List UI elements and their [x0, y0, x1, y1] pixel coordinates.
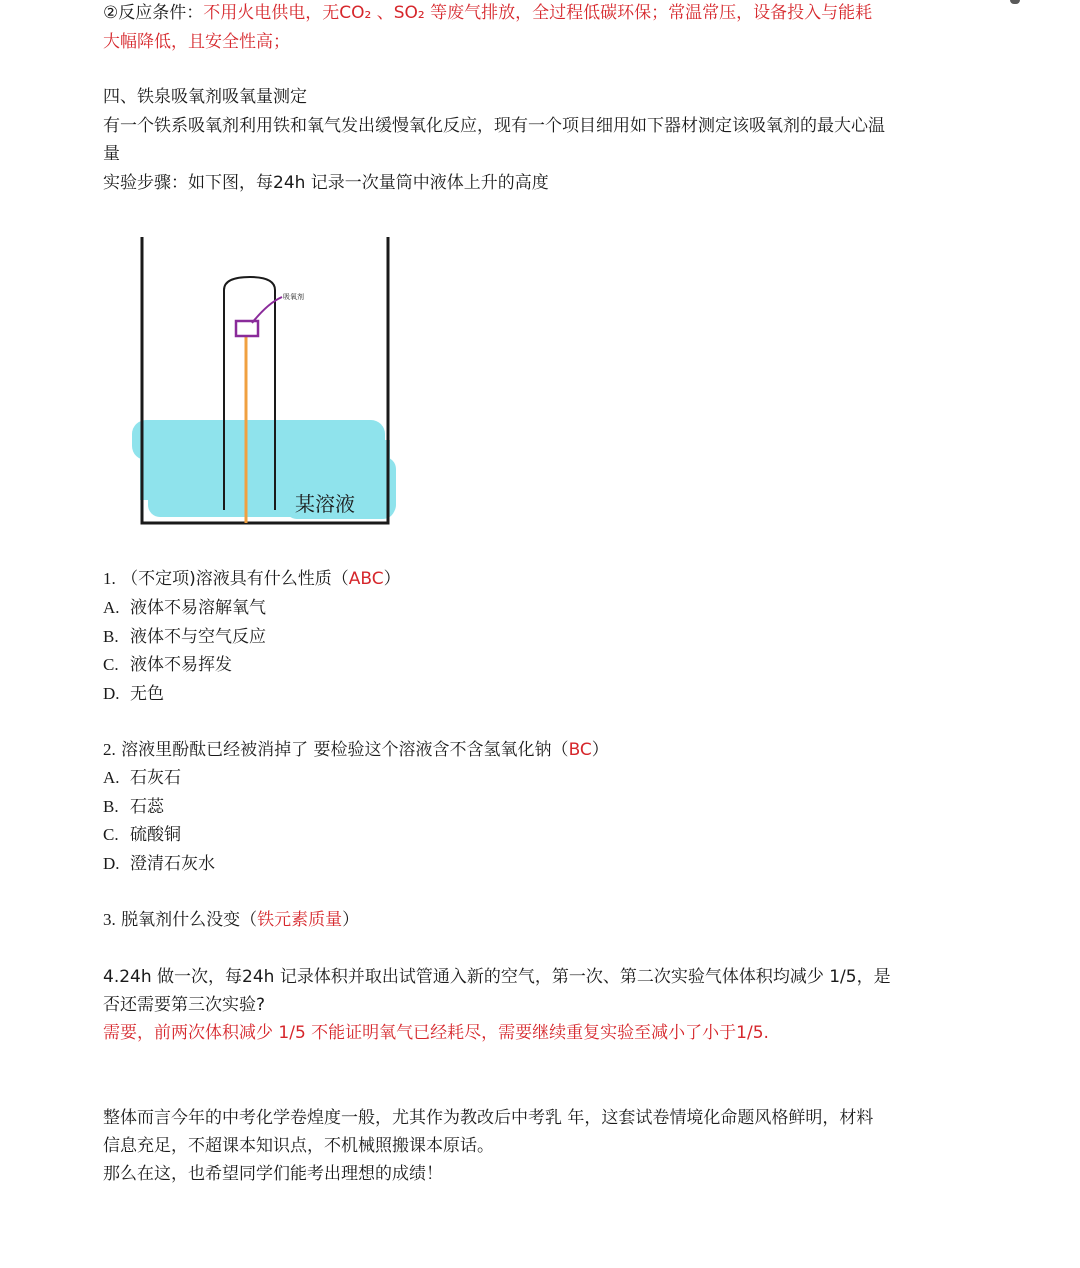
q3-answer: 铁元素质量	[257, 910, 343, 930]
solution-label: 某溶液	[295, 492, 355, 516]
page-corner-mark	[1010, 0, 1020, 4]
q3-number: 3.	[103, 910, 116, 929]
q4-line-1: 4.24h 做一次，每24h 记录体积并取出试管通入新的空气，第一次、第二次实验气体体积均减少 1/5，是	[103, 967, 891, 987]
q4-answer: 需要，前两次体积减少 1/5 不能证明氧气已经耗尽，需要继续重复实验至减小了小于1/5.	[103, 1023, 769, 1043]
q2-stem: 溶液里酚酞已经被消掉了 要检验这个溶液含不含氢氧化钠（	[121, 740, 569, 760]
q1-option: D. 无色	[103, 684, 164, 704]
reaction-answer-2: 大幅降低，且安全性高；	[103, 32, 290, 52]
q2-close: ）	[591, 740, 609, 760]
q2-number: 2.	[103, 740, 116, 759]
q1-stem: （不定项)溶液具有什么性质（	[121, 569, 349, 589]
agent-pointer	[252, 297, 282, 323]
question-1	[103, 567, 401, 591]
q3-stem: 脱氧剂什么没变（	[121, 910, 258, 930]
q1-option: C. 液体不易挥发	[103, 655, 232, 675]
agent-label: 吸氧剂	[283, 293, 304, 301]
question-2	[103, 738, 609, 762]
summary-line-2: 信息充足，不超课本知识点，不机械照搬课本原话。	[103, 1136, 494, 1156]
q1-answer: ABC	[348, 569, 384, 589]
experiment-diagram	[120, 225, 410, 535]
q1-option: B. 液体不与空气反应	[103, 627, 266, 647]
q1-close: ）	[383, 569, 401, 589]
q2-answer: BC	[568, 740, 592, 760]
q1-number: 1.	[103, 569, 116, 588]
q2-option: A. 石灰石	[103, 768, 181, 788]
oxygen-agent-box	[236, 321, 258, 336]
question-3	[103, 908, 359, 932]
solution-water	[132, 420, 396, 519]
q1-option: A. 液体不易溶解氧气	[103, 598, 266, 618]
reaction-answer-1: 不用火电供电，无CO₂ 、SO₂ 等废气排放，全过程低碳环保；常温常压，设备投入与能耗	[203, 3, 873, 23]
q2-option: C. 硫酸铜	[103, 825, 181, 845]
reaction-label: ②反应条件：	[103, 3, 204, 23]
q3-close: ）	[342, 910, 360, 930]
section-intro-1: 有一个铁系吸氧剂利用铁和氧气发出缓慢氧化反应，现有一个项目细用如下器材测定该吸氧剂的最大心温	[103, 116, 885, 136]
q4-line-2: 否还需要第三次实验?	[103, 995, 266, 1015]
reaction-line-1	[103, 1, 872, 25]
experiment-steps: 实验步骤：如下图，每24h 记录一次量筒中液体上升的高度	[103, 173, 549, 193]
section-intro-2: 量	[103, 144, 120, 164]
q2-option: B. 石蕊	[103, 797, 164, 817]
section-heading: 四、铁泉吸氧剂吸氧量测定	[103, 87, 307, 107]
summary-line-3: 那么在这，也希望同学们能考出理想的成绩！	[103, 1164, 443, 1184]
q2-option: D. 澄清石灰水	[103, 854, 215, 874]
summary-line-1: 整体而言今年的中考化学卷煌度一般，尤其作为教改后中考乳 年，这套试卷情境化命题风格鲜明，材料	[103, 1108, 874, 1128]
